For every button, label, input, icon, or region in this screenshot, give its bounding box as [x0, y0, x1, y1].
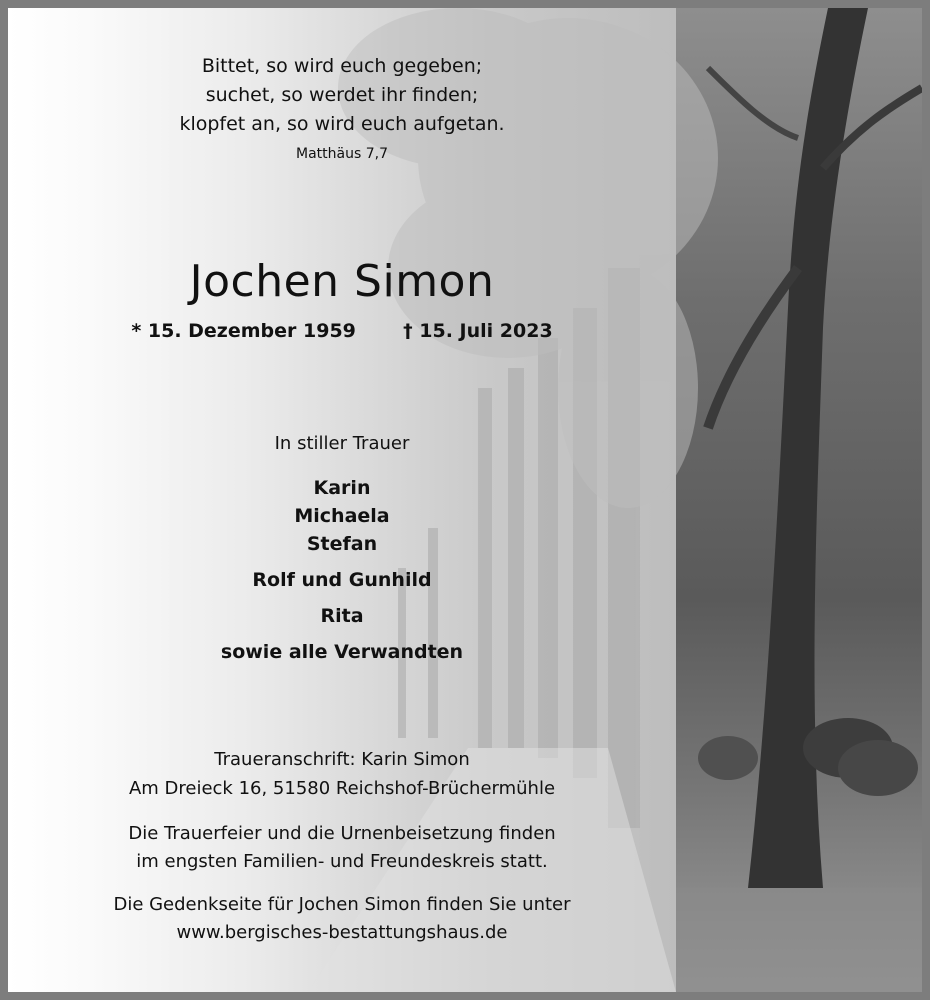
ceremony-line-1: Die Trauerfeier und die Urnenbeisetzung finden — [128, 823, 556, 844]
address-line-2: Am Dreieck 16, 51580 Reichshof-Brüchermühle — [128, 778, 556, 799]
mourner-name: Rita — [320, 605, 364, 627]
mourner-name: Michaela — [294, 505, 390, 527]
death-date: † 15. Juli 2023 — [403, 320, 553, 342]
notice-text-column — [8, 8, 676, 992]
obituary-notice — [8, 8, 922, 992]
deceased-name: Jochen Simon — [189, 256, 495, 307]
birth-date: * 15. Dezember 1959 — [131, 320, 356, 342]
mourner-name: Stefan — [306, 533, 378, 555]
verse-reference: Matthäus 7,7 — [296, 146, 388, 162]
address-line-1: Traueranschrift: Karin Simon — [214, 749, 470, 770]
verse-line-3: klopfet an, so wird euch aufgetan. — [179, 113, 505, 135]
mourning-intro: In stiller Trauer — [274, 433, 410, 454]
life-dates — [8, 320, 676, 342]
verse-line-2: suchet, so werdet ihr finden; — [205, 84, 479, 106]
mourner-name: Rolf und Gunhild — [252, 569, 432, 591]
mourner-name: Karin — [313, 477, 371, 499]
ceremony-line-2: im engsten Familien- und Freundeskreis statt. — [136, 851, 548, 872]
mourner-relatives: sowie alle Verwandten — [220, 641, 464, 663]
memorial-line-1: Die Gedenkseite für Jochen Simon finden Sie unter — [113, 894, 571, 915]
memorial-url[interactable]: www.bergisches-bestattungshaus.de — [176, 922, 508, 943]
verse-line-1: Bittet, so wird euch gegeben; — [201, 55, 483, 77]
